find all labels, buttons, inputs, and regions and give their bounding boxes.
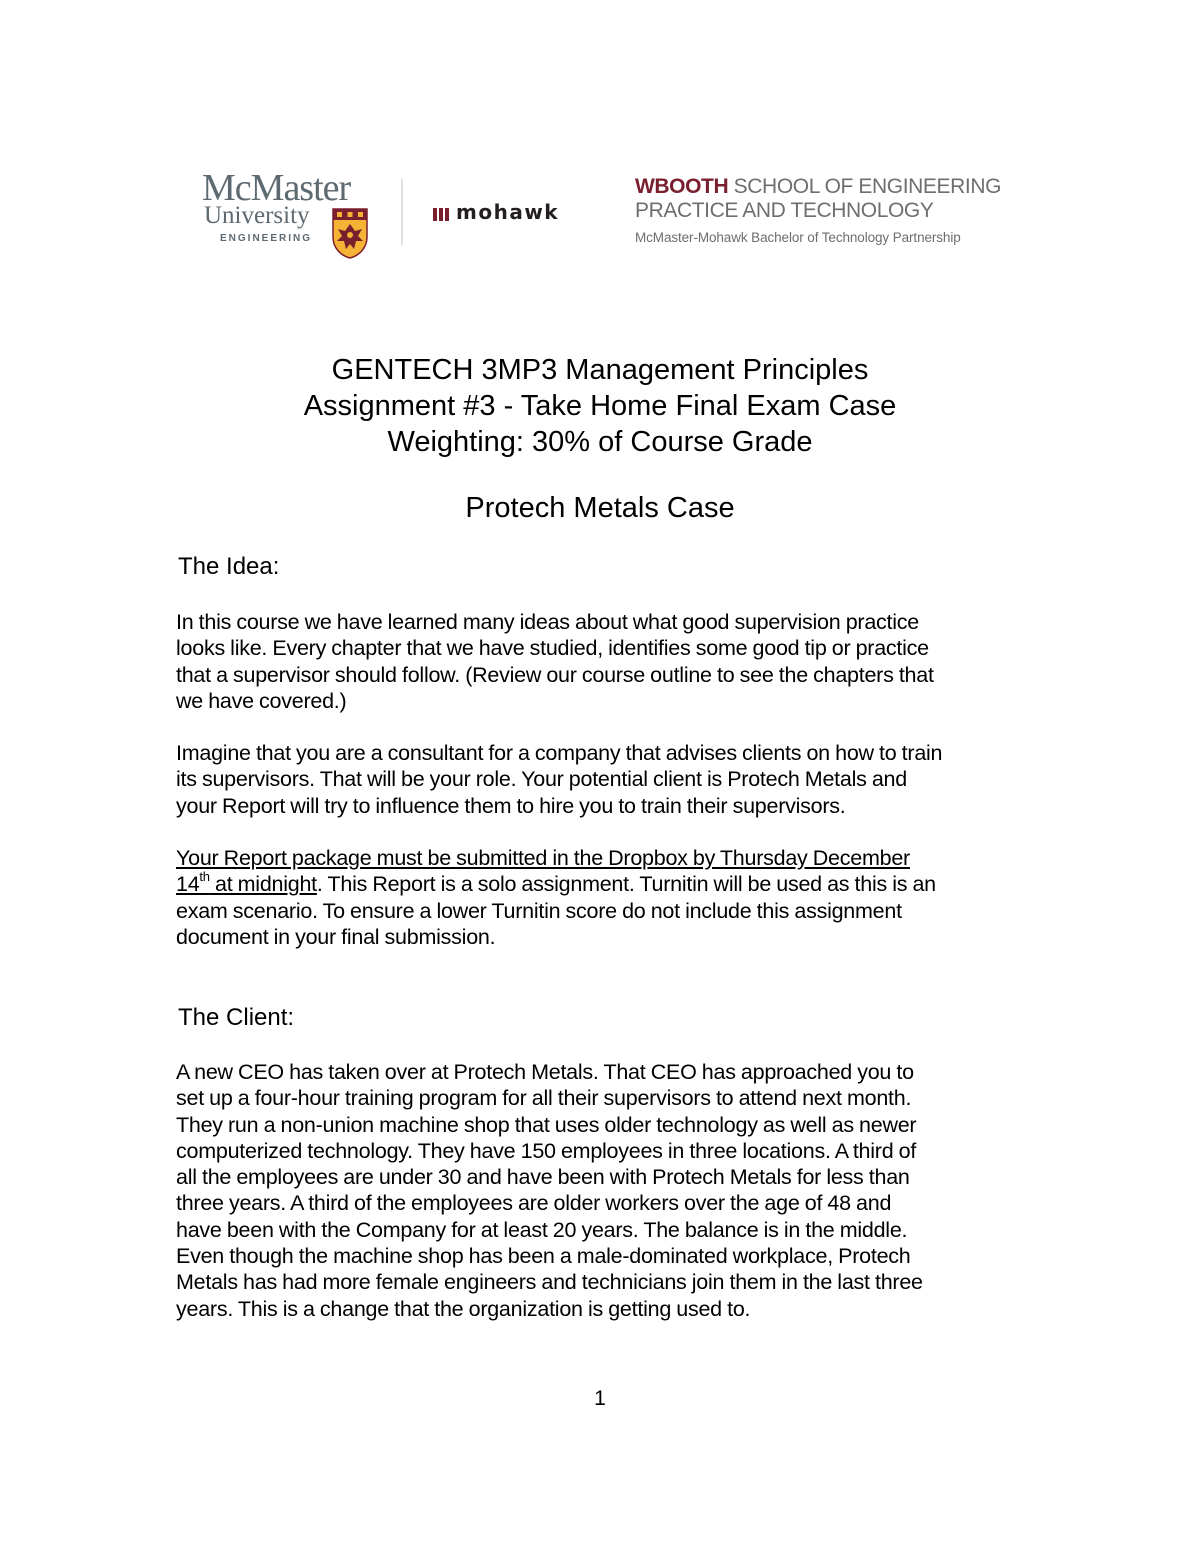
page-number: 1 xyxy=(594,1387,606,1410)
mcmaster-wordmark: McMaster xyxy=(202,167,351,209)
booth-w-mark: W xyxy=(635,175,655,198)
university-wordmark: University xyxy=(204,202,310,229)
weighting-line: Weighting: 30% of Course Grade xyxy=(387,426,813,458)
deadline-underlined-text: Your Report package must be submitted in the Dropbox by Thursday December xyxy=(176,846,910,870)
idea-paragraph-2 xyxy=(176,740,1026,819)
idea-paragraph-3-deadline xyxy=(176,845,1026,950)
booth-logo-line2: PRACTICE AND TECHNOLOGY xyxy=(635,199,934,222)
text-line xyxy=(176,845,1026,871)
text-line: document in your final submission. xyxy=(176,924,496,949)
text-line: three years. A third of the employees are older workers over the age of 48 and xyxy=(176,1191,892,1216)
text-line: In this course we have learned many ideas about what good supervision practice xyxy=(176,610,919,634)
mcmaster-crest-icon xyxy=(332,207,368,259)
text-line: They run a non-union machine shop that uses older technology as well as newer xyxy=(176,1112,917,1137)
text-line: exam scenario. To ensure a lower Turnitin score do not include this assignment xyxy=(176,898,902,923)
engineering-wordmark: ENGINEERING xyxy=(220,233,313,244)
document-title-block xyxy=(0,352,1200,460)
case-title: Protech Metals Case xyxy=(465,492,735,524)
mohawk-wordmark: mohawk xyxy=(456,200,560,224)
text-line: set up a four-hour training program for all their supervisors to attend next month. xyxy=(176,1086,912,1111)
text-line xyxy=(176,871,1026,897)
logo-header xyxy=(200,165,1000,260)
solo-assignment-text: . This Report is a solo assignment. Turnitin will be used as this is an xyxy=(316,872,936,897)
deadline-day: 14 xyxy=(176,872,200,897)
booth-partnership-tagline: McMaster-Mohawk Bachelor of Technology Partnership xyxy=(635,230,961,245)
text-line: computerized technology. They have 150 employees in three locations. A third of xyxy=(176,1138,917,1163)
text-line: its supervisors. That will be your role. Your potential client is Protech Metals and xyxy=(176,767,907,792)
text-line: Even though the machine shop has been a male-dominated workplace, Protech xyxy=(176,1244,911,1269)
text-line: all the employees are under 30 and have been with Protech Metals for less than xyxy=(176,1165,910,1190)
text-line: we have covered.) xyxy=(176,688,347,713)
assignment-title: Assignment #3 - Take Home Final Exam Case xyxy=(303,390,897,422)
booth-school-of-engineering: SCHOOL OF ENGINEERING xyxy=(728,175,1002,198)
text-line: that a supervisor should follow. (Review our course outline to see the chapters that xyxy=(176,662,934,687)
text-line: A new CEO has taken over at Protech Metals. That CEO has approached you to xyxy=(176,1060,914,1084)
logo-divider xyxy=(401,179,403,245)
mcmaster-university-logo xyxy=(202,169,377,259)
deadline-day-suffix: th xyxy=(199,869,210,885)
deadline-date xyxy=(176,869,317,897)
booth-wordmark: BOOTH xyxy=(654,175,729,198)
booth-logo-line1 xyxy=(635,175,1001,199)
section-heading-idea: The Idea: xyxy=(178,553,280,580)
text-line: years. This is a change that the organization is getting used to. xyxy=(176,1296,751,1321)
text-line: your Report will try to influence them to hire you to train their supervisors. xyxy=(176,793,846,818)
text-line: looks like. Every chapter that we have studied, identifies some good tip or practice xyxy=(176,636,929,661)
text-line: have been with the Company for at least 20 years. The balance is in the middle. xyxy=(176,1217,908,1242)
client-paragraph xyxy=(176,1059,1026,1322)
text-line: Metals has had more female engineers and technicians join them in the last three xyxy=(176,1270,923,1295)
idea-paragraph-1 xyxy=(176,609,1026,714)
deadline-time: at midnight xyxy=(209,872,317,897)
course-title: GENTECH 3MP3 Management Principles xyxy=(331,354,869,386)
section-heading-client: The Client: xyxy=(178,1004,295,1031)
text-line: Imagine that you are a consultant for a company that advises clients on how to train xyxy=(176,741,943,765)
